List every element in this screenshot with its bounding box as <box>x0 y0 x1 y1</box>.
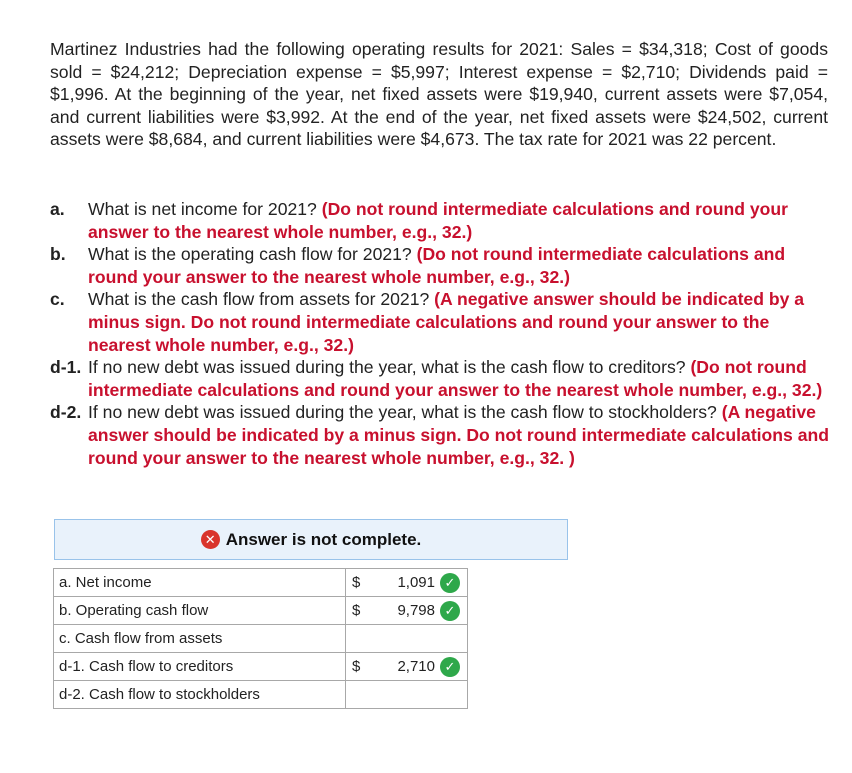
question-marker: d-1. <box>50 357 82 378</box>
currency-symbol: $ <box>352 658 361 675</box>
question-instruction: (A negative answer should be indicated by a minus sign. Do not round intermediate calculations and round your answer to the nearest whole number, e.g., 32.) <box>88 289 805 355</box>
question-marker: b. <box>50 244 66 265</box>
question-instruction: (Do not round intermediate calculations and round your answer to the nearest whole number, e.g., 32.) <box>88 357 823 400</box>
answer-value: 9,798 <box>397 602 435 619</box>
answer-label: d-2. Cash flow to stockholders <box>54 681 346 709</box>
answer-input-cash-flow-from-assets[interactable] <box>346 625 468 653</box>
answer-label: b. Operating cash flow <box>54 597 346 625</box>
answer-status-banner <box>54 519 568 560</box>
table-row <box>54 681 468 709</box>
question-marker: a. <box>50 199 65 219</box>
question-marker: c. <box>50 289 65 310</box>
table-row <box>54 653 468 681</box>
question-instruction: (Do not round intermediate calculations and round your answer to the nearest whole number, e.g., 32.) <box>88 199 788 242</box>
answer-input-net-income[interactable] <box>346 569 468 597</box>
question-a <box>50 198 830 243</box>
check-circle-icon: ✓ <box>440 657 460 677</box>
answer-input-cash-flow-to-creditors[interactable] <box>346 653 468 681</box>
question-marker: d-2. <box>50 402 82 423</box>
answer-label: d-1. Cash flow to creditors <box>54 653 346 681</box>
table-row <box>54 569 468 597</box>
answer-value: 2,710 <box>397 658 435 675</box>
answer-label: a. Net income <box>54 569 346 597</box>
table-row <box>54 625 468 653</box>
x-circle-icon: ✕ <box>201 530 220 549</box>
check-circle-icon: ✓ <box>440 573 460 593</box>
question-text: What is the cash flow from assets for 2021? <box>88 289 430 310</box>
answer-status-text: Answer is not complete. <box>225 529 422 549</box>
question-c <box>50 288 830 356</box>
question-list <box>50 198 830 469</box>
answer-table <box>53 568 468 709</box>
answer-label: c. Cash flow from assets <box>54 625 346 653</box>
question-text: What is the operating cash flow for 2021? <box>88 244 412 265</box>
question-text: If no new debt was issued during the year, what is the cash flow to creditors? <box>88 357 686 378</box>
question-d2 <box>50 401 830 469</box>
check-circle-icon: ✓ <box>440 601 460 621</box>
currency-symbol: $ <box>352 574 361 591</box>
answer-value: 1,091 <box>397 574 435 591</box>
question-text: What is net income for 2021? <box>88 199 317 219</box>
currency-symbol: $ <box>352 602 361 619</box>
question-b <box>50 243 830 288</box>
question-d1 <box>50 356 830 401</box>
table-row <box>54 597 468 625</box>
problem-statement: Martinez Industries had the following operating results for 2021: Sales = $34,318; Cost of goods sold = $24,212; Depreciation expense = $5,997; Interest expense = $2,710; Dividends paid = $1,996. At the beginning of the year, net fixed assets were $19,940, current assets were $7,054, and current liabilities were $3,992. At the end of the year, net fixed assets were $24,502, current assets were $8,684, and current liabilities were $4,673. The tax rate for 2021 was 22 percent. <box>50 39 828 150</box>
question-text: If no new debt was issued during the year, what is the cash flow to stockholders? <box>88 402 717 423</box>
answer-input-cash-flow-to-stockholders[interactable] <box>346 681 468 709</box>
answer-input-operating-cash-flow[interactable] <box>346 597 468 625</box>
question-instruction: (A negative answer should be indicated by a minus sign. Do not round intermediate calculations and round your answer to the nearest whole number, e.g., 32. ) <box>88 402 830 468</box>
question-instruction: (Do not round intermediate calculations and round your answer to the nearest whole number, e.g., 32.) <box>88 244 786 287</box>
